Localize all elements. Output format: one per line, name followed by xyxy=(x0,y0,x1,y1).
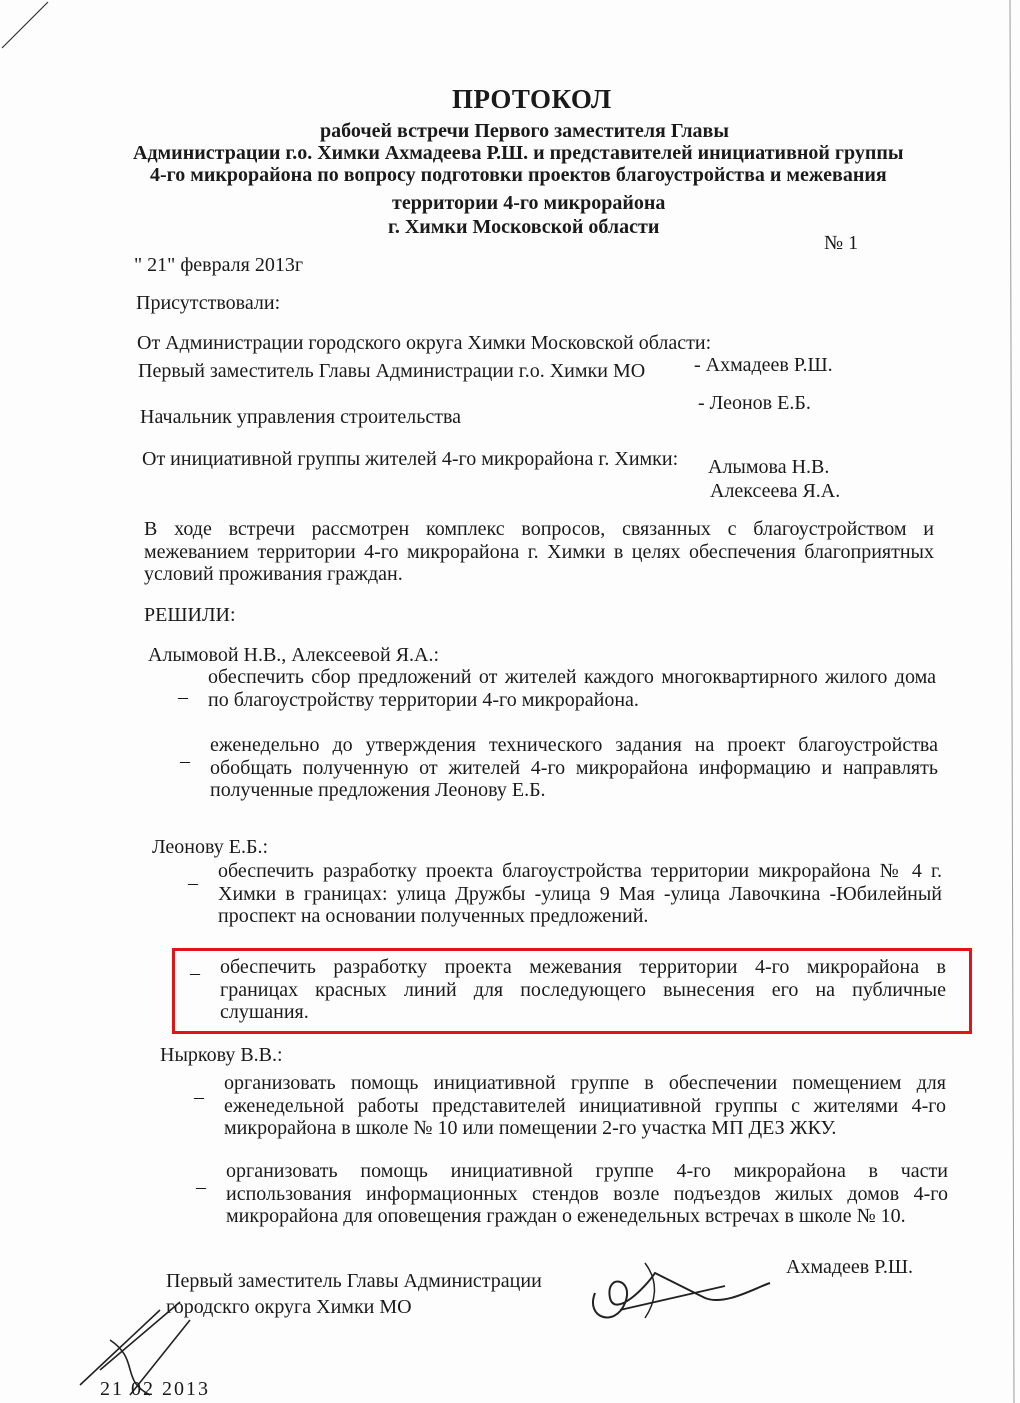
attendee-name-2: - Леонов Е.Б. xyxy=(698,392,811,414)
item-line: организовать помощь инициативной группе 4-го микрорайона в части xyxy=(226,1160,948,1182)
item-line: еженедельно до утверждения технического задания на проект благоустройства xyxy=(210,734,938,756)
section-1-item-2 xyxy=(210,734,938,802)
intro-line-1: В ходе встречи рассмотрен комплекс вопросов, связанных с благоустройством и xyxy=(144,518,934,540)
intro-line-3: условий проживания граждан. xyxy=(144,563,403,585)
item-line: еженедельной работы представителей инициативной группы с жителями 4-го xyxy=(224,1094,946,1117)
item-line: по благоустройству территории 4-го микрорайона. xyxy=(208,688,639,711)
section-1-assignee: Алымовой Н.В., Алексеевой Я.А.: xyxy=(148,644,440,666)
signature-role-line-2: городскго округа Химки МО xyxy=(166,1296,412,1318)
bullet-dash: – xyxy=(188,872,198,894)
scan-edge xyxy=(1000,0,1020,1403)
attendee-role-1: Первый заместитель Главы Администрации г.о. Химки МО xyxy=(138,360,646,382)
header-line-5: г. Химки Московской области xyxy=(388,216,660,238)
header-line-3: 4-го микрорайона по вопросу подготовки проектов благоустройства и межевания xyxy=(150,164,887,186)
section-3-assignee: Ныркову В.В.: xyxy=(160,1044,283,1066)
intro-paragraph xyxy=(144,518,934,586)
bullet-dash: – xyxy=(194,1086,204,1108)
item-line: микрорайона в школе № 10 или помещении 2-го участка МП ДЕЗ ЖКУ. xyxy=(224,1117,837,1139)
bullet-dash: – xyxy=(190,962,200,984)
item-line: Химки в границах: улица Дружбы -улица 9 Мая -улица Лавочкина -Юбилейный xyxy=(218,882,942,905)
attendee-role-2: Начальник управления строительства xyxy=(140,406,462,428)
item-line: обеспечить разработку проекта межевания территории 4-го микрорайона в xyxy=(220,956,946,978)
section-3-item-2 xyxy=(226,1160,948,1228)
section-3-item-1 xyxy=(224,1072,946,1140)
stamp-date: 21 02 2013 xyxy=(100,1378,210,1400)
item-line: организовать помощь инициативной группе в обеспечении помещением для xyxy=(224,1072,946,1094)
signatory-name: Ахмадеев Р.Ш. xyxy=(786,1256,914,1278)
attendee-name-1: - Ахмадеев Р.Ш. xyxy=(694,354,833,376)
section-2-assignee: Леонову Е.Б.: xyxy=(152,836,269,858)
bullet-dash: – xyxy=(178,686,188,708)
section-2-item-1 xyxy=(218,860,942,928)
intro-line-2: межеванием территории 4-го микрорайона г. Химки в целях обеспечения благоприятных xyxy=(144,540,934,563)
item-line: границах красных линий для последующего вынесения его на публичные xyxy=(220,978,946,1001)
item-line: полученные предложения Леонову Е.Б. xyxy=(210,779,546,801)
item-line: слушания. xyxy=(220,1001,309,1023)
bullet-dash: – xyxy=(180,750,190,772)
item-line: обеспечить разработку проекта благоустройства территории микрорайона № 4 г. xyxy=(218,860,942,882)
signature-role-line-1: Первый заместитель Главы Администрации xyxy=(166,1270,542,1292)
header-line-2: Администрации г.о. Химки Ахмадеева Р.Ш. и представителей инициативной группы xyxy=(133,142,904,164)
item-line: обобщать полученную от жителей 4-го микрорайона информацию и направлять xyxy=(210,756,938,779)
item-line: использования информационных стендов возле подъездов жилых домов 4-го xyxy=(226,1182,948,1205)
group-member-2: Алексеева Я.А. xyxy=(710,480,841,502)
admin-label: От Администрации городского округа Химки Московской области: xyxy=(137,332,712,354)
group-member-1: Алымова Н.В. xyxy=(708,456,830,478)
highlight-box xyxy=(172,948,972,1034)
handwritten-signature xyxy=(585,1248,775,1328)
decided-label: РЕШИЛИ: xyxy=(144,604,236,626)
protocol-date: " 21" февраля 2013г xyxy=(134,254,304,276)
header-line-1: рабочей встречи Первого заместителя Главы xyxy=(320,120,729,142)
item-line: микрорайона для оповещения граждан о еженедельных встречах в школе № 10. xyxy=(226,1205,906,1227)
scan-artifact xyxy=(0,0,60,50)
document-title: ПРОТОКОЛ xyxy=(452,84,612,114)
protocol-number: № 1 xyxy=(824,232,859,254)
present-label: Присутствовали: xyxy=(136,292,281,314)
section-1-item-1 xyxy=(208,666,936,711)
header-line-4: территории 4-го микрорайона xyxy=(392,192,666,214)
group-label: От инициативной группы жителей 4-го микрорайона г. Химки: xyxy=(142,448,679,470)
item-line: проспект на основании полученных предложений. xyxy=(218,905,649,927)
bullet-dash: – xyxy=(196,1176,206,1198)
item-line: обеспечить сбор предложений от жителей каждого многоквартирного жилого дома xyxy=(208,666,936,688)
